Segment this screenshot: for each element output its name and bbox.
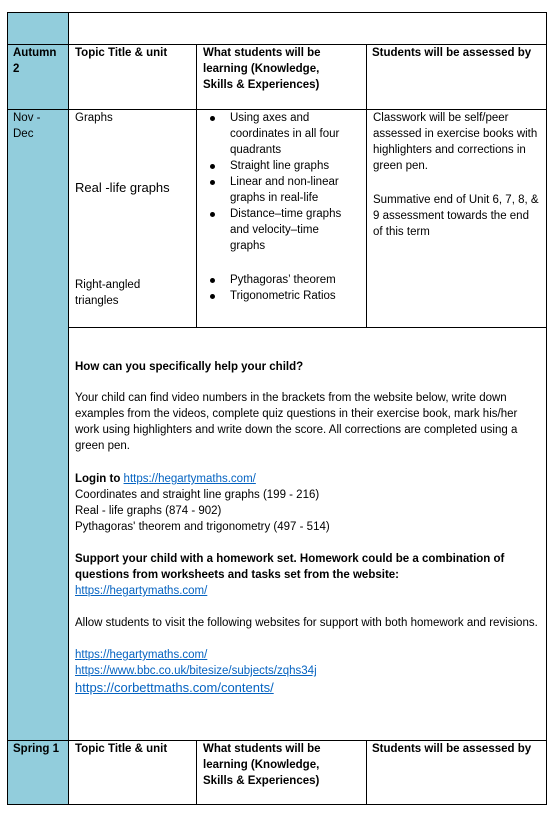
learning-list-1 bbox=[204, 110, 354, 254]
topic-header: Topic Title & unit bbox=[75, 47, 168, 59]
list-item: Using axes and coordinates in all four quadrants bbox=[204, 110, 354, 158]
assessment-classwork: Classwork will be self/peer assessed in exercise books with highlighters and corrections in green pen. bbox=[373, 112, 538, 172]
term-label-autumn: Autumn 2 bbox=[13, 47, 57, 75]
assessed-header: Students will be assessed by bbox=[372, 47, 532, 59]
period-label: Nov - Dec bbox=[13, 112, 41, 140]
video-line-1: Coordinates and straight line graphs (199 - 216) bbox=[75, 489, 320, 501]
link-line-2 bbox=[75, 663, 540, 679]
login-line bbox=[75, 471, 540, 487]
topic-real-life-graphs: Real -life graphs bbox=[75, 180, 170, 195]
list-item: Trigonometric Ratios bbox=[204, 288, 354, 304]
bullet-icon bbox=[210, 164, 215, 169]
topic-graphs: Graphs bbox=[75, 112, 113, 124]
bullet-icon bbox=[210, 294, 215, 299]
homework-heading: Support your child with a homework set. Homework could be a combination of questions from worksheets and tasks set from the website: bbox=[75, 553, 505, 581]
video-line-3: Pythagoras' theorem and trigonometry (497 - 514) bbox=[75, 521, 330, 533]
list-item: Distance–time graphs and velocity–time graphs bbox=[204, 206, 354, 254]
bullet-icon bbox=[210, 278, 215, 283]
topic-header-spring: Topic Title & unit bbox=[75, 743, 168, 755]
link-line-3 bbox=[75, 680, 540, 696]
link-line-1 bbox=[75, 647, 540, 663]
bullet-icon bbox=[210, 212, 215, 217]
help-intro: Your child can find video numbers in the brackets from the website below, write down examples from the videos, complete quiz questions in their exercise book, mark his/her work using highlighters and write down the score. All corrections are completed using a green pen. bbox=[75, 392, 518, 452]
assessed-header-spring: Students will be assessed by bbox=[372, 743, 532, 755]
hegartymaths-link[interactable]: https://hegartymaths.com/ bbox=[75, 649, 208, 661]
assessment-summative: Summative end of Unit 6, 7, 8, & 9 assessment towards the end of this term bbox=[373, 194, 539, 238]
list-item: Linear and non-linear graphs in real-life bbox=[204, 174, 354, 206]
list-item: Straight line graphs bbox=[204, 158, 354, 174]
video-line-2: Real - life graphs (874 - 902) bbox=[75, 505, 222, 517]
list-item: Pythagoras’ theorem bbox=[204, 272, 354, 288]
learning-header-spring: What students will be learning (Knowledge, Skills & Experiences) bbox=[203, 743, 321, 787]
websites-intro: Allow students to visit the following websites for support with both homework and revisions. bbox=[75, 617, 538, 629]
help-heading: How can you specifically help your child? bbox=[75, 361, 304, 373]
learning-list-2 bbox=[204, 272, 354, 304]
corbettmaths-link[interactable]: https://corbettmaths.com/contents/ bbox=[75, 680, 274, 695]
homework-link[interactable]: https://hegartymaths.com/ bbox=[75, 585, 208, 597]
term-label-spring: Spring 1 bbox=[13, 743, 60, 755]
learning-header: What students will be learning (Knowledge, Skills & Experiences) bbox=[203, 47, 321, 91]
login-link[interactable]: https://hegartymaths.com/ bbox=[123, 473, 256, 485]
bbc-bitesize-link[interactable]: https://www.bbc.co.uk/bitesize/subjects/zqhs34j bbox=[75, 665, 317, 677]
login-label: Login to bbox=[75, 473, 121, 485]
bullet-icon bbox=[210, 116, 215, 121]
homework-link-line bbox=[75, 583, 540, 599]
bullet-icon bbox=[210, 180, 215, 185]
topic-right-angled-triangles: Right-angled triangles bbox=[75, 279, 141, 307]
